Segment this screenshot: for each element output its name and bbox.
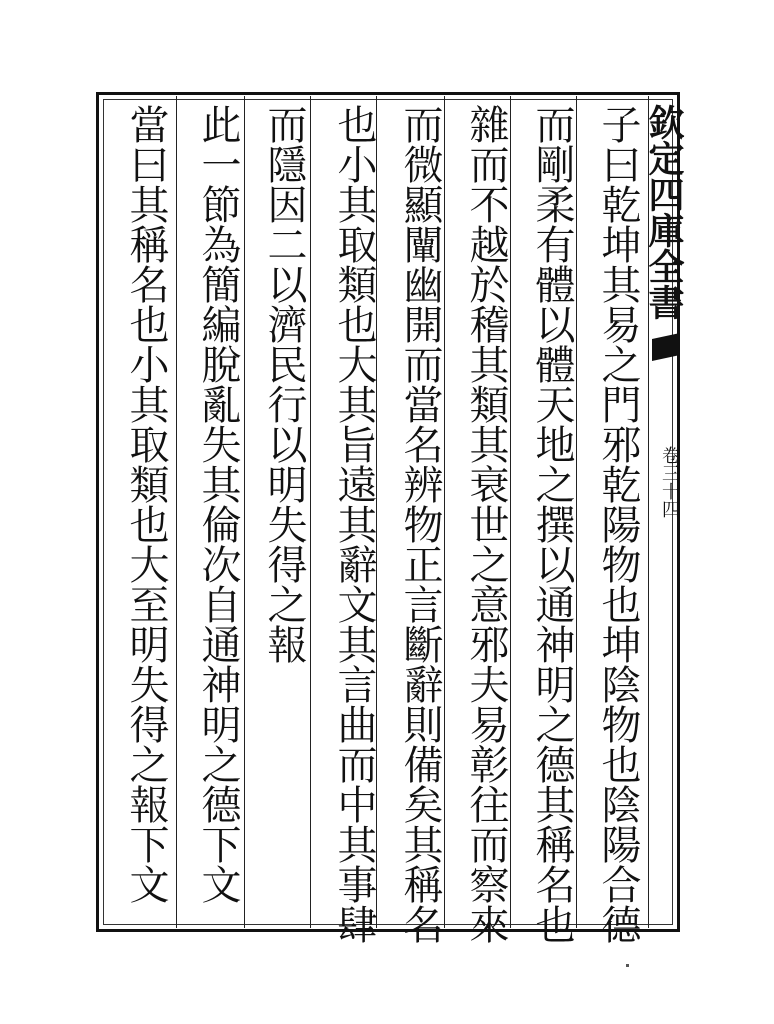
paper-speck	[626, 964, 629, 967]
column-rule	[310, 96, 311, 928]
text-column-3: 雜而不越於稽其類其衰世之意邪夫易彰往而察來	[463, 104, 509, 944]
column-rule	[244, 96, 245, 928]
text-column-2: 而剛柔有體以體天地之撰以通神明之德其稱名也	[529, 104, 575, 944]
page-inner-border	[103, 99, 673, 925]
book-title: 欽定四庫全書	[643, 104, 685, 320]
text-column-5: 也小其取類也大其旨遠其辭文其言曲而中其事肆	[331, 104, 377, 944]
column-rule	[576, 96, 577, 928]
column-rule	[444, 96, 445, 928]
page-border	[96, 92, 680, 932]
volume-label: 卷三十四	[659, 446, 680, 518]
column-rule	[176, 96, 177, 928]
text-column-6: 而隱因二以濟民行以明失得之報	[261, 104, 307, 664]
text-column-7: 此一節為簡編脫亂失其倫次自通神明之德下文	[195, 104, 241, 904]
text-column-4: 而微顯闡幽開而當名辨物正言斷辭則備矣其稱名	[397, 104, 443, 944]
text-column-1: 子曰乾坤其易之門邪乾陽物也坤陰物也陰陽合德	[595, 104, 641, 944]
text-column-8: 當曰其稱名也小其取類也大至明失得之報下文	[123, 104, 169, 904]
column-rule	[510, 96, 511, 928]
